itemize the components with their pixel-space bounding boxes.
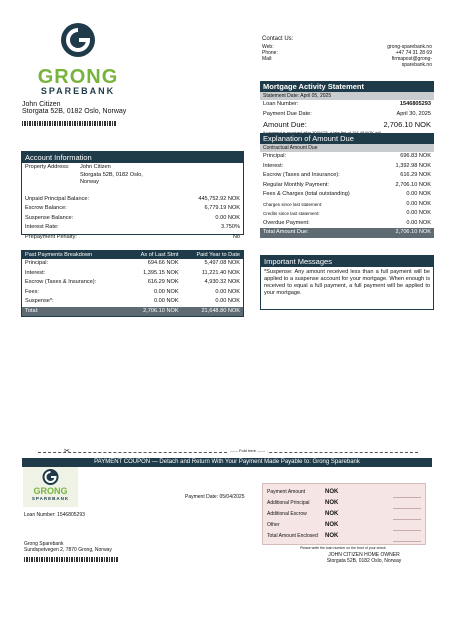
barcode-strip [24, 557, 119, 562]
due-label: Payment Due Date: [263, 110, 312, 117]
messages-title: Important Messages [261, 256, 433, 267]
pp-last: 0.00 NOK [154, 288, 179, 295]
account-info-panel [21, 151, 244, 240]
messages-panel [260, 255, 434, 310]
logo-name: GRONG [37, 66, 119, 88]
logo-sub: SPAREBANK [31, 496, 70, 501]
pp-total-ytd: 21,648.80 NOK [201, 307, 240, 314]
loan-label: Loan Number: [263, 101, 299, 107]
pp-label: Principal: [25, 260, 49, 266]
logo-sub: SPAREBANK [40, 86, 116, 96]
pp-label: Fees: [25, 288, 39, 295]
customer-block [22, 101, 222, 126]
loan-value: 1546805293 [399, 101, 431, 107]
acct-label: Interest Rate: [25, 224, 59, 230]
coupon-field-cur: NOK [325, 533, 339, 539]
coupon-field-cur: NOK [325, 511, 339, 517]
pp-label: Suspense*: [25, 298, 54, 304]
coupon-field-label: Additional Escrow [267, 511, 307, 517]
exp-value: 0.00 NOK [406, 210, 431, 216]
exp-label: Regular Monthly Payment: [263, 181, 329, 188]
coupon-field-label: Payment Amount [267, 489, 306, 495]
g-emblem-icon [18, 20, 138, 68]
pp-total-last: 2,706.10 NOK [143, 307, 179, 314]
exp-label: Principal: [263, 153, 287, 159]
coupon-field-cur: NOK [325, 489, 339, 495]
coupon-field-cur: NOK [325, 500, 339, 506]
pp-label: Interest: [25, 269, 46, 276]
pp-ytd: 4,930.32 NOK [204, 279, 240, 285]
statement-date: Statement Date: April 05, 2025 [260, 92, 434, 100]
acct-label: Unpaid Principal Balance: [25, 195, 90, 202]
past-payments-table [21, 250, 244, 317]
customer-name: John Citizen [22, 101, 61, 108]
pp-header: Paid Year to Date [196, 252, 240, 258]
acct-value: No [232, 233, 240, 240]
coupon-field-input[interactable] [393, 531, 421, 542]
web-value[interactable]: grong-sparebank.no [387, 44, 432, 50]
coupon-bank-address [24, 541, 119, 562]
bank-logo [18, 20, 138, 96]
exp-label: Overdue Payment: [263, 219, 310, 226]
exp-value: 0.00 NOK [406, 191, 431, 197]
coupon-field-label: Other [267, 522, 280, 528]
explanation-subtitle: Contractual Amount Due [260, 144, 434, 152]
acct-value: 3.750% [221, 224, 240, 230]
statement-panel [260, 81, 434, 135]
exp-total-label: Total Amount Due: [263, 229, 309, 235]
coupon-field-input[interactable] [393, 498, 421, 509]
coupon-title-bar [22, 458, 432, 467]
phone-label: Phone: [262, 50, 278, 56]
pp-label: Escrow (Taxes & Insurance): [25, 279, 97, 285]
explanation-title: Explanation of Amount Due [260, 133, 434, 144]
acct-label: Escrow Balance: [25, 205, 67, 211]
exp-label: Charges since last statement: [263, 201, 323, 207]
acct-value: 445,752.92 NOK [198, 195, 240, 202]
coupon-field-input[interactable] [393, 509, 421, 520]
pp-last: 694.66 NOK [147, 260, 179, 266]
coupon-field-label: Additional Principal [267, 500, 310, 506]
exp-value: 0.00 NOK [406, 200, 431, 207]
coupon-title: PAYMENT COUPON — Detach and Return With Your Payment Made Payable to: Grong Sparebank [94, 459, 360, 465]
acct-label: Suspense Balance: [25, 214, 74, 221]
exp-total-value: 2,706.10 NOK [395, 229, 431, 235]
acct-value: 0.00 NOK [215, 214, 240, 221]
pp-ytd: 0.00 NOK [215, 298, 240, 304]
explanation-panel [260, 133, 434, 238]
pp-ytd: 5,497.08 NOK [204, 260, 240, 266]
acct-value: 6,779.19 NOK [204, 205, 240, 211]
barcode-strip [22, 121, 117, 126]
exp-value: 0.00 NOK [406, 219, 431, 226]
coupon-fine-print: Please write the loan number on the front of your check [300, 546, 386, 550]
pp-ytd: 0.00 NOK [215, 288, 240, 295]
coupon-bank-addr: Sundspetvegen 2, 7870 Grong, Norway [24, 547, 112, 553]
exp-label: Fees & Charges (total outstanding) [263, 191, 350, 197]
pp-header: Past Payments Breakdown [25, 252, 93, 258]
property-line: Storgata 52B, 0182 Oslo, [80, 171, 143, 178]
customer-address: Storgata 52B, 0182 Oslo, Norway [22, 108, 127, 115]
exp-value: 2,706.10 NOK [395, 181, 431, 188]
pp-total-label: Total: [25, 307, 39, 314]
exp-value: 696.83 NOK [400, 153, 431, 159]
cut-text: ------ Fold here ------ [230, 448, 266, 453]
exp-label: Credits since last statement: [263, 211, 320, 216]
coupon-field-label: Total Amount Enclosed [267, 533, 318, 539]
property-line: John Citizen [80, 164, 111, 170]
property-line: Norway [80, 179, 99, 185]
coupon-field-cur: NOK [325, 522, 339, 528]
pp-last: 0.00 NOK [154, 298, 179, 304]
mail-label: Mail: [262, 56, 273, 62]
exp-value: 616.29 NOK [400, 172, 431, 178]
g-emblem-icon [23, 467, 78, 487]
coupon-loan: Loan Number: 1546805293 [24, 512, 85, 518]
phone-value[interactable]: +47 74 31 28 69 [395, 50, 432, 56]
coupon-bank-name: Grong Sparebank [24, 541, 64, 547]
coupon-owner [300, 552, 428, 564]
scissors-icon: ✂ [64, 448, 70, 455]
coupon-amount-box [262, 483, 426, 545]
due-value: April 30, 2025 [396, 110, 431, 117]
exp-label: Interest: [263, 162, 284, 169]
logo-name: GRONG [33, 486, 68, 496]
contact-title: Contact Us: [262, 36, 294, 42]
coupon-field-input[interactable] [393, 487, 421, 498]
amount-value: 2,706.10 NOK [383, 120, 431, 129]
web-label: Web: [262, 44, 274, 50]
exp-label: Escrow (Taxes and Insurance): [263, 172, 340, 178]
owner-line1: JOHN CITIZEN HOME OWNER [328, 552, 400, 558]
exp-value: 1,392.98 NOK [395, 162, 431, 169]
account-info-title: Account Information [22, 152, 243, 163]
property-label: Property Address: [25, 164, 70, 170]
coupon-field-input[interactable] [393, 520, 421, 531]
messages-body: *Suspense: Any amount received less than a full payment will be applied to a suspense account for your mortgage. When enough is received to equal a full payment, a full payment will be applied to your mortgage. [264, 269, 430, 296]
amount-label: Amount Due: [263, 120, 307, 129]
statement-title: Mortgage Activity Statement [260, 81, 434, 92]
cut-line [38, 448, 418, 455]
pp-last: 616.29 NOK [147, 279, 179, 285]
coupon-logo [23, 467, 78, 507]
pp-ytd: 11,221.40 NOK [201, 269, 240, 276]
pp-header: As of Last Stmt [140, 252, 179, 258]
pp-last: 1,395.15 NOK [143, 269, 179, 276]
acct-label: Prepayment Penalty: [25, 233, 77, 240]
coupon-payment-date: Payment Date: 05/04/2025 [185, 494, 245, 500]
mail-value[interactable]: firmapost@grong-sparebank.no [391, 56, 432, 68]
contact-block [262, 36, 432, 68]
owner-line2: Storgata 52B, 0182 Oslo, Norway [326, 558, 402, 564]
